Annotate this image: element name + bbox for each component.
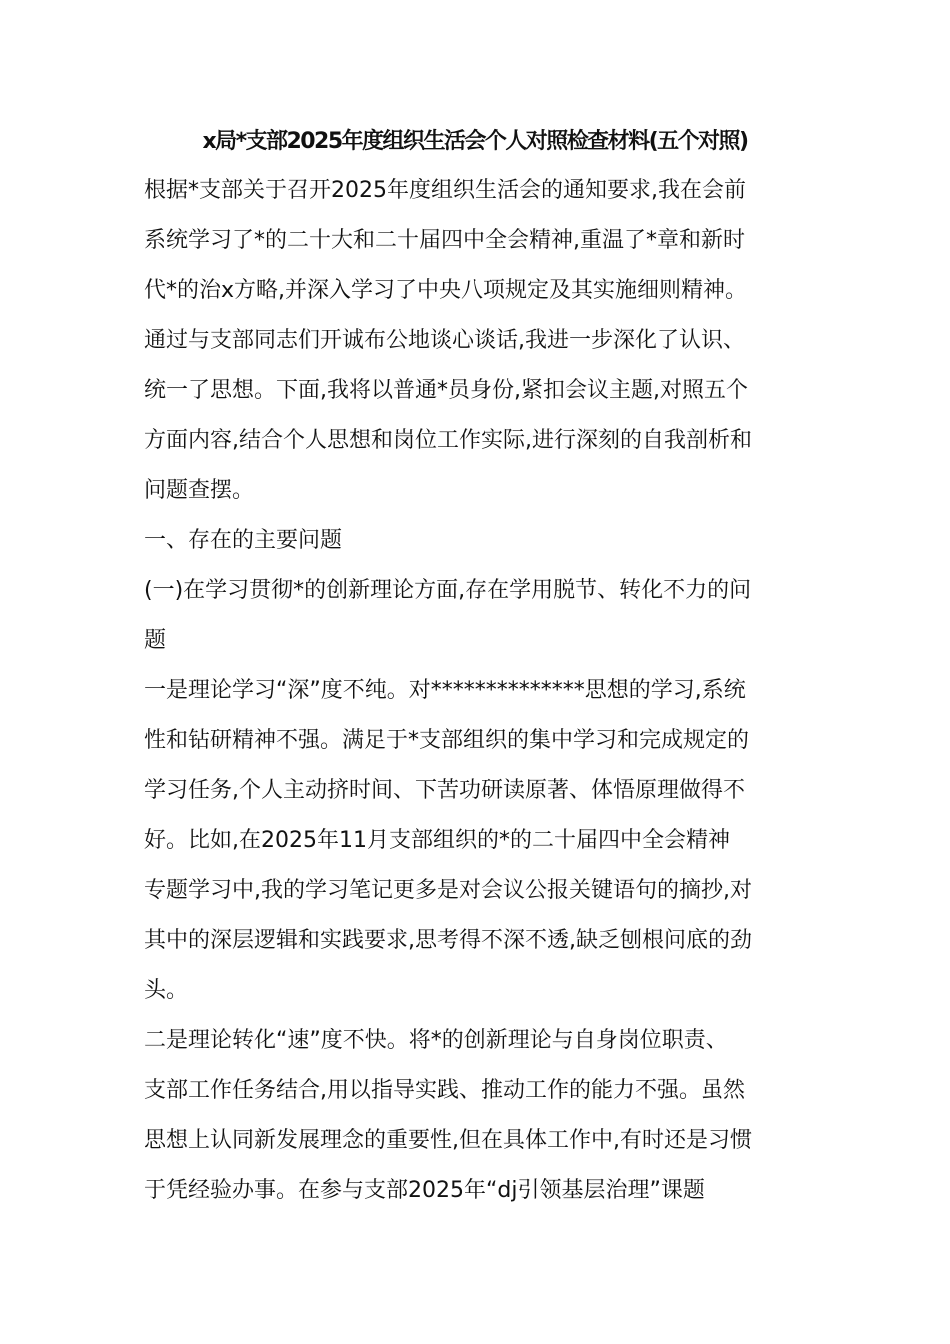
- body-line: 于凭经验办事。在参与支部2025年“dj引领基层治理”课题: [144, 1178, 705, 1203]
- body-line: 通过与支部同志们开诚布公地谈心谈话,我进一步深化了认识、: [144, 328, 745, 353]
- subsection-heading: (一)在学习贯彻*的创新理论方面,存在学用脱节、转化不力的问: [144, 578, 752, 603]
- subsection-heading: 题: [144, 628, 167, 653]
- body-line: 方面内容,结合个人思想和岗位工作实际,进行深刻的自我剖析和: [144, 428, 752, 453]
- body-line: 一是理论学习“深”度不纯。对**************思想的学习,系统: [144, 678, 746, 703]
- body-line: 二是理论转化“速”度不快。将*的创新理论与自身岗位职责、: [144, 1028, 728, 1053]
- document-title: x局*支部2025年度组织生活会个人对照检查材料(五个对照): [202, 129, 748, 154]
- section-heading: 一、存在的主要问题: [144, 528, 343, 553]
- body-line: 其中的深层逻辑和实践要求,思考得不深不透,缺乏刨根问底的劲: [144, 928, 752, 953]
- body-line: 学习任务,个人主动挤时间、下苦功研读原著、体悟原理做得不: [144, 778, 745, 803]
- body-line: 根据*支部关于召开2025年度组织生活会的通知要求,我在会前: [144, 178, 746, 203]
- body-line: 代*的治x方略,并深入学习了中央八项规定及其实施细则精神。: [144, 278, 748, 303]
- body-line: 系统学习了*的二十大和二十届四中全会精神,重温了*章和新时: [144, 228, 745, 253]
- body-line: 性和钻研精神不强。满足于*支部组织的集中学习和完成规定的: [144, 728, 750, 753]
- body-line: 好。比如,在2025年11月支部组织的*的二十届四中全会精神: [144, 828, 730, 853]
- body-line: 支部工作任务结合,用以指导实践、推动工作的能力不强。虽然: [144, 1078, 745, 1103]
- body-line: 专题学习中,我的学习笔记更多是对会议公报关键语句的摘抄,对: [144, 878, 752, 903]
- body-line: 思想上认同新发展理念的重要性,但在具体工作中,有时还是习惯: [144, 1128, 752, 1153]
- body-line: 问题查摆。: [144, 478, 255, 503]
- body-line: 统一了思想。下面,我将以普通*员身份,紧扣会议主题,对照五个: [144, 378, 748, 403]
- body-line: 头。: [144, 978, 189, 1003]
